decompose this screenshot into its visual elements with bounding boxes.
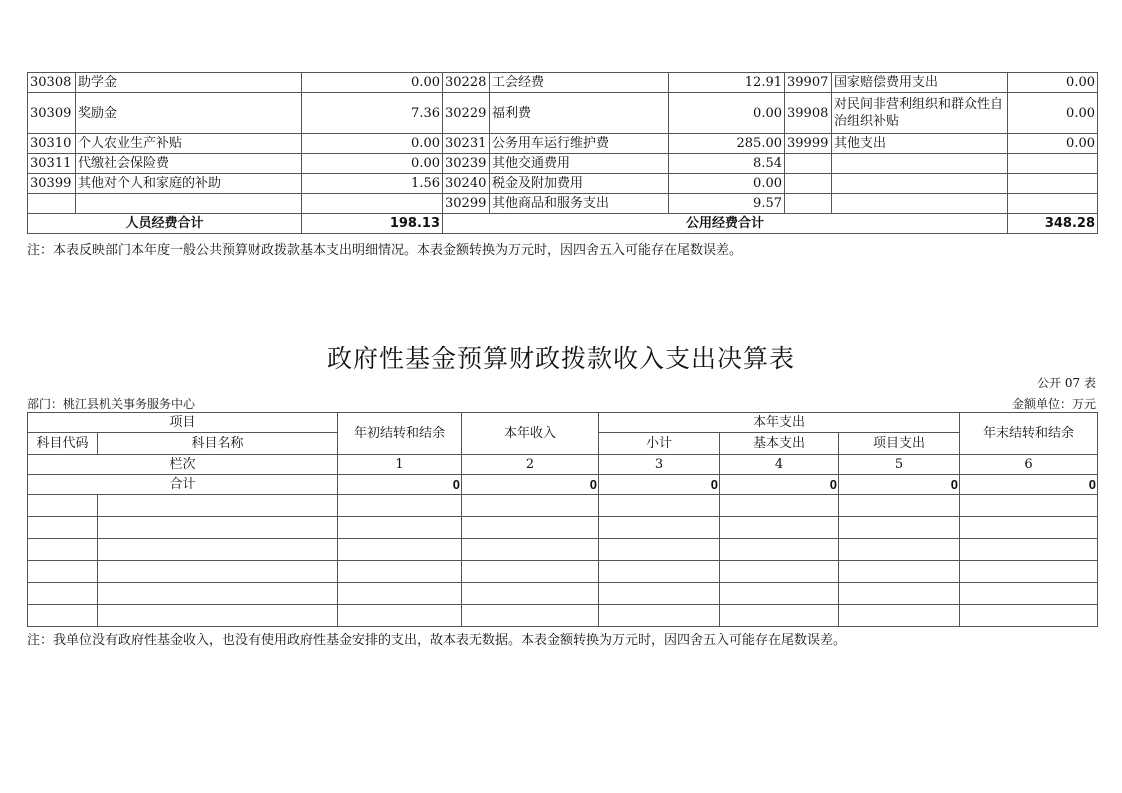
empty-cell <box>839 605 960 627</box>
header-closing-balance: 年末结转和结余 <box>960 413 1098 455</box>
empty-cell <box>28 495 98 517</box>
empty-row <box>28 561 1098 583</box>
empty-row <box>28 605 1098 627</box>
value-cell: 0.00 <box>302 154 443 174</box>
total-value: 0 <box>720 475 839 495</box>
value-cell: 0.00 <box>1008 93 1098 134</box>
empty-cell <box>960 605 1098 627</box>
total-value: 0 <box>839 475 960 495</box>
name-cell: 公务用车运行维护费 <box>490 134 669 154</box>
empty-cell <box>28 539 98 561</box>
value-cell: 0.00 <box>669 93 785 134</box>
total-value: 0 <box>599 475 720 495</box>
empty-cell <box>98 561 338 583</box>
code-cell: 30309 <box>28 93 76 134</box>
code-cell <box>785 174 832 194</box>
empty-cell <box>720 583 839 605</box>
empty-cell <box>720 517 839 539</box>
name-cell: 对民间非营利组织和群众性自治组织补贴 <box>832 93 1008 134</box>
personnel-total-label: 人员经费合计 <box>28 214 302 234</box>
empty-row <box>28 495 1098 517</box>
code-cell: 30308 <box>28 73 76 93</box>
code-cell <box>28 194 76 214</box>
header-basic: 基本支出 <box>720 433 839 455</box>
empty-cell <box>960 561 1098 583</box>
name-cell <box>76 194 302 214</box>
value-cell: 8.54 <box>669 154 785 174</box>
empty-cell <box>960 539 1098 561</box>
total-value: 0 <box>338 475 462 495</box>
header-subject-code: 科目代码 <box>28 433 98 455</box>
name-cell: 其他对个人和家庭的补助 <box>76 174 302 194</box>
empty-cell <box>839 583 960 605</box>
table-row <box>28 93 1098 134</box>
name-cell: 助学金 <box>76 73 302 93</box>
empty-cell <box>98 495 338 517</box>
empty-cell <box>338 495 462 517</box>
header-item: 项目 <box>28 413 338 433</box>
empty-cell <box>28 583 98 605</box>
value-cell: 0.00 <box>1008 134 1098 154</box>
empty-cell <box>462 495 599 517</box>
value-cell: 0.00 <box>669 174 785 194</box>
code-cell: 30231 <box>443 134 490 154</box>
top-table-note: 注：本表反映部门本年度一般公共预算财政拨款基本支出明细情况。本表金额转换为万元时，因四舍五入可能存在尾数误差。 <box>27 243 743 258</box>
value-cell <box>302 194 443 214</box>
empty-cell <box>839 517 960 539</box>
empty-cell <box>462 583 599 605</box>
total-value: 0 <box>960 475 1098 495</box>
code-cell: 30229 <box>443 93 490 134</box>
value-cell <box>1008 154 1098 174</box>
code-cell <box>785 154 832 174</box>
empty-cell <box>720 561 839 583</box>
table-code: 公开 07 表 <box>1037 376 1096 390</box>
value-cell: 9.57 <box>669 194 785 214</box>
name-cell: 其他支出 <box>832 134 1008 154</box>
name-cell: 工会经费 <box>490 73 669 93</box>
name-cell: 其他商品和服务支出 <box>490 194 669 214</box>
empty-cell <box>338 605 462 627</box>
header-income: 本年收入 <box>462 413 599 455</box>
code-cell: 30299 <box>443 194 490 214</box>
empty-cell <box>599 561 720 583</box>
header-expenditure: 本年支出 <box>599 413 960 433</box>
code-cell: 30310 <box>28 134 76 154</box>
empty-cell <box>839 495 960 517</box>
empty-cell <box>98 605 338 627</box>
empty-cell <box>28 561 98 583</box>
government-fund-table <box>27 412 1098 627</box>
name-cell <box>832 194 1008 214</box>
empty-cell <box>338 583 462 605</box>
header-subject-name: 科目名称 <box>98 433 338 455</box>
empty-cell <box>462 605 599 627</box>
total-label: 合计 <box>28 475 338 495</box>
name-cell: 个人农业生产补贴 <box>76 134 302 154</box>
table-row <box>28 154 1098 174</box>
empty-cell <box>28 517 98 539</box>
name-cell: 税金及附加费用 <box>490 174 669 194</box>
header-project: 项目支出 <box>839 433 960 455</box>
empty-cell <box>28 605 98 627</box>
column-no: 1 <box>338 455 462 475</box>
public-total-value: 348.28 <box>1008 214 1098 234</box>
table-row <box>28 174 1098 194</box>
code-cell: 39999 <box>785 134 832 154</box>
empty-cell <box>720 495 839 517</box>
empty-cell <box>720 605 839 627</box>
empty-cell <box>338 561 462 583</box>
name-cell <box>832 154 1008 174</box>
total-value: 0 <box>462 475 599 495</box>
column-no: 2 <box>462 455 599 475</box>
empty-cell <box>839 561 960 583</box>
name-cell: 福利费 <box>490 93 669 134</box>
code-cell: 30228 <box>443 73 490 93</box>
code-cell: 30311 <box>28 154 76 174</box>
value-cell: 12.91 <box>669 73 785 93</box>
empty-cell <box>960 583 1098 605</box>
empty-cell <box>599 583 720 605</box>
empty-cell <box>720 539 839 561</box>
value-cell: 0.00 <box>302 73 443 93</box>
empty-cell <box>599 517 720 539</box>
empty-cell <box>338 539 462 561</box>
empty-row <box>28 517 1098 539</box>
header-subtotal: 小计 <box>599 433 720 455</box>
code-cell: 30240 <box>443 174 490 194</box>
column-no: 3 <box>599 455 720 475</box>
code-cell <box>785 194 832 214</box>
code-cell: 30399 <box>28 174 76 194</box>
empty-cell <box>599 495 720 517</box>
code-cell: 39908 <box>785 93 832 134</box>
empty-row <box>28 583 1098 605</box>
empty-cell <box>960 495 1098 517</box>
totals-row <box>28 214 1098 234</box>
table-row <box>28 134 1098 154</box>
name-cell: 奖励金 <box>76 93 302 134</box>
header-opening-balance: 年初结转和结余 <box>338 413 462 455</box>
empty-cell <box>98 517 338 539</box>
column-no: 6 <box>960 455 1098 475</box>
code-cell: 30239 <box>443 154 490 174</box>
code-cell: 39907 <box>785 73 832 93</box>
empty-cell <box>462 539 599 561</box>
name-cell: 其他交通费用 <box>490 154 669 174</box>
value-cell <box>1008 174 1098 194</box>
personnel-total-value: 198.13 <box>302 214 443 234</box>
value-cell <box>1008 194 1098 214</box>
value-cell: 285.00 <box>669 134 785 154</box>
value-cell: 7.36 <box>302 93 443 134</box>
public-total-label: 公用经费合计 <box>443 214 1008 234</box>
column-no-label: 栏次 <box>28 455 338 475</box>
value-cell: 0.00 <box>302 134 443 154</box>
empty-cell <box>599 605 720 627</box>
unit-label: 金额单位：万元 <box>1011 397 1096 411</box>
empty-cell <box>462 517 599 539</box>
table-row <box>28 73 1098 93</box>
department-label: 部门：桃江县机关事务服务中心 <box>27 397 196 411</box>
value-cell: 1.56 <box>302 174 443 194</box>
table-row <box>28 194 1098 214</box>
name-cell: 国家赔偿费用支出 <box>832 73 1008 93</box>
name-cell: 代缴社会保险费 <box>76 154 302 174</box>
empty-cell <box>462 561 599 583</box>
empty-cell <box>960 517 1098 539</box>
empty-cell <box>98 583 338 605</box>
empty-cell <box>599 539 720 561</box>
empty-cell <box>839 539 960 561</box>
empty-row <box>28 539 1098 561</box>
value-cell: 0.00 <box>1008 73 1098 93</box>
column-no: 5 <box>839 455 960 475</box>
page-title: 政府性基金预算财政拨款收入支出决算表 <box>326 344 795 373</box>
empty-cell <box>338 517 462 539</box>
fund-table-note: 注：我单位没有政府性基金收入，也没有使用政府性基金安排的支出，故本表无数据。本表金额转换为万元时，因四舍五入可能存在尾数误差。 <box>27 633 847 648</box>
basic-expenditure-table <box>27 72 1098 234</box>
name-cell <box>832 174 1008 194</box>
empty-cell <box>98 539 338 561</box>
column-no: 4 <box>720 455 839 475</box>
